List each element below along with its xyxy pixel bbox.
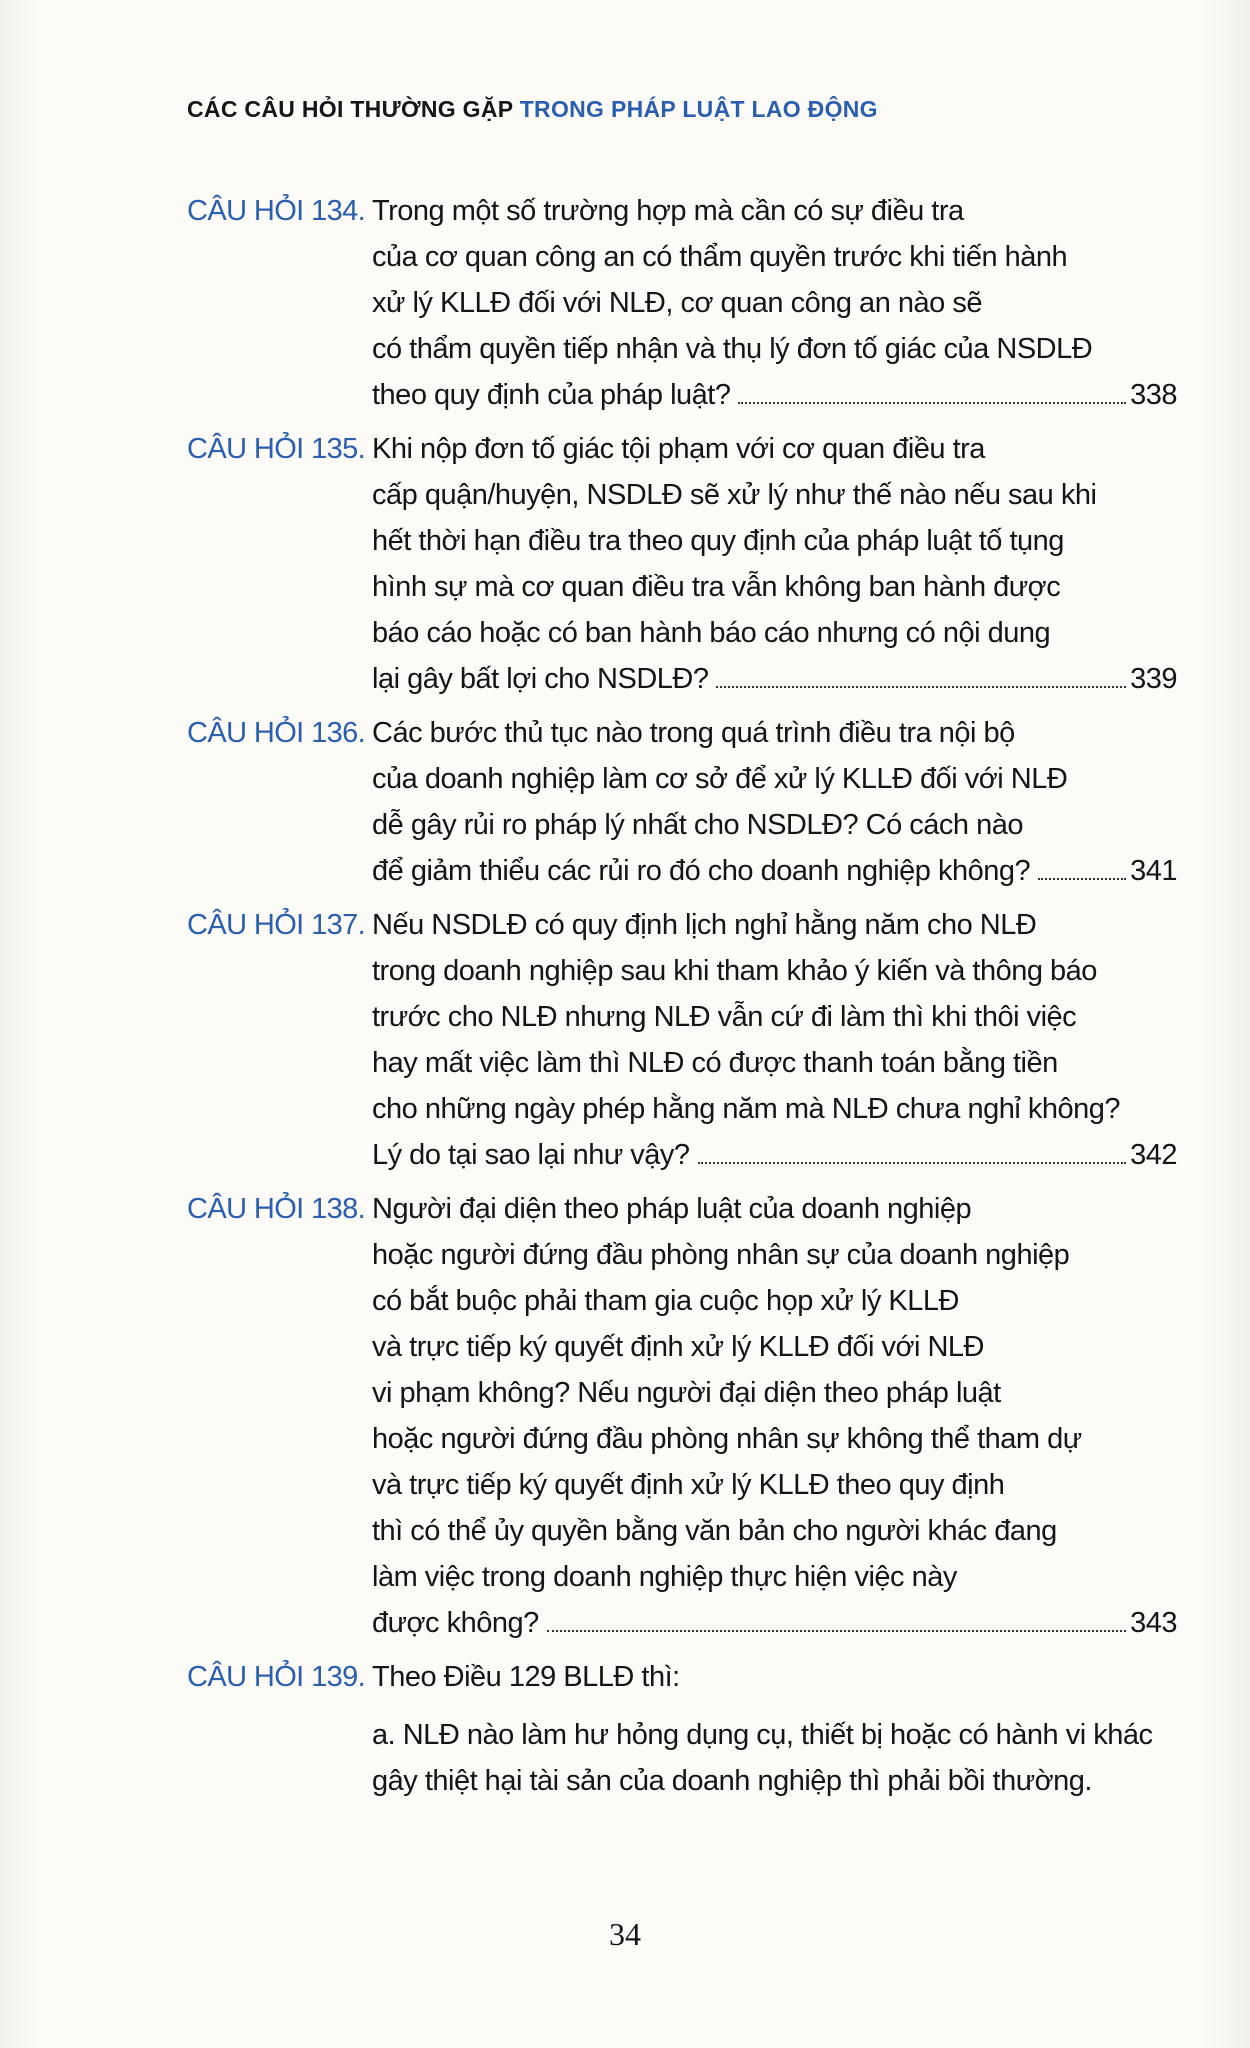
dot-leader: [698, 1161, 1127, 1164]
question-last-line: [372, 1600, 1177, 1646]
question-text: [372, 188, 1177, 418]
running-header: [187, 96, 878, 123]
dot-leader: [547, 1629, 1126, 1632]
question-line: hay mất việc làm thì NLĐ có được thanh toán bằng tiền: [372, 1047, 1058, 1079]
toc-entry: [187, 1654, 1177, 1804]
page-reference: 341: [1130, 855, 1177, 887]
question-line: có bắt buộc phải tham gia cuộc họp xử lý KLLĐ: [372, 1285, 959, 1317]
question-line: và trực tiếp ký quyết định xử lý KLLĐ theo quy định: [372, 1469, 1005, 1501]
question-number: CÂU HỎI 135.: [187, 433, 366, 465]
question-line: hình sự mà cơ quan điều tra vẫn không ban hành được: [372, 571, 1061, 603]
page-number: 34: [609, 1916, 641, 1952]
toc-entry: [187, 1186, 1177, 1646]
question-line: dễ gây rủi ro pháp lý nhất cho NSDLĐ? Có cách nào: [372, 809, 1023, 841]
toc-entry: [187, 426, 1177, 702]
question-line: trước cho NLĐ nhưng NLĐ vẫn cứ đi làm thì khi thôi việc: [372, 1001, 1077, 1033]
question-line: trong doanh nghiệp sau khi tham khảo ý kiến và thông báo: [372, 955, 1097, 987]
question-line: lại gây bất lợi cho NSDLĐ?: [372, 663, 709, 695]
question-line: báo cáo hoặc có ban hành báo cáo nhưng có nội dung: [372, 617, 1051, 649]
dot-leader: [738, 401, 1126, 404]
question-text: [372, 902, 1177, 1178]
question-line: để giảm thiểu các rủi ro đó cho doanh nghiệp không?: [372, 855, 1031, 887]
question-line: làm việc trong doanh nghiệp thực hiện việc này: [372, 1561, 957, 1593]
question-number: CÂU HỎI 139.: [187, 1661, 366, 1693]
sub-item: [372, 1712, 1177, 1804]
question-intro: Theo Điều 129 BLLĐ thì:: [372, 1661, 680, 1693]
question-line: Nếu NSDLĐ có quy định lịch nghỉ hằng năm cho NLĐ: [372, 909, 1037, 941]
question-number: CÂU HỎI 134.: [187, 195, 366, 227]
question-line: hoặc người đứng đầu phòng nhân sự không thể tham dự: [372, 1423, 1082, 1455]
question-line: và trực tiếp ký quyết định xử lý KLLĐ đối với NLĐ: [372, 1331, 984, 1363]
question-text: [372, 1186, 1177, 1646]
question-line: có thẩm quyền tiếp nhận và thụ lý đơn tố giác của NSDLĐ: [372, 333, 1093, 365]
question-line: hết thời hạn điều tra theo quy định của pháp luật tố tụng: [372, 525, 1064, 557]
sub-item-line: a. NLĐ nào làm hư hỏng dụng cụ, thiết bị hoặc có hành vi khác: [372, 1719, 1153, 1751]
question-number: CÂU HỎI 137.: [187, 909, 366, 941]
question-line: của cơ quan công an có thẩm quyền trước khi tiến hành: [372, 241, 1068, 273]
question-last-line: [372, 1132, 1177, 1178]
header-part-2: TRONG PHÁP LUẬT LAO ĐỘNG: [519, 96, 878, 122]
question-last-line: [372, 848, 1177, 894]
question-last-line: [372, 372, 1177, 418]
sub-item-line: gây thiệt hại tài sản của doanh nghiệp thì phải bồi thường.: [372, 1765, 1092, 1797]
question-line: Trong một số trường hợp mà cần có sự điều tra: [372, 195, 964, 227]
question-line: cho những ngày phép hằng năm mà NLĐ chưa nghỉ không?: [372, 1093, 1121, 1125]
question-line: thì có thể ủy quyền bằng văn bản cho người khác đang: [372, 1515, 1057, 1547]
toc-entry: [187, 188, 1177, 418]
question-text: [372, 1654, 1177, 1804]
question-line: của doanh nghiệp làm cơ sở để xử lý KLLĐ đối với NLĐ: [372, 763, 1068, 795]
page-reference: 343: [1130, 1607, 1177, 1639]
question-line: Lý do tại sao lại như vậy?: [372, 1139, 690, 1171]
toc-entry: [187, 902, 1177, 1178]
question-text: [372, 710, 1177, 894]
question-line: Các bước thủ tục nào trong quá trình điều tra nội bộ: [372, 717, 1015, 749]
page-reference: 338: [1130, 379, 1177, 411]
question-line: Người đại diện theo pháp luật của doanh nghiệp: [372, 1193, 972, 1225]
toc-entry: [187, 710, 1177, 894]
dot-leader: [716, 685, 1126, 688]
question-line: được không?: [372, 1607, 539, 1639]
question-line: Khi nộp đơn tố giác tội phạm với cơ quan điều tra: [372, 433, 985, 465]
dot-leader: [1038, 877, 1126, 880]
page-reference: 342: [1130, 1139, 1177, 1171]
question-line: theo quy định của pháp luật?: [372, 379, 731, 411]
header-part-1: CÁC CÂU HỎI THƯỜNG GẶP: [187, 96, 513, 122]
question-line: hoặc người đứng đầu phòng nhân sự của doanh nghiệp: [372, 1239, 1070, 1271]
question-line: vi phạm không? Nếu người đại diện theo pháp luật: [372, 1377, 1001, 1409]
question-line: xử lý KLLĐ đối với NLĐ, cơ quan công an nào sẽ: [372, 287, 982, 319]
page-reference: 339: [1130, 663, 1177, 695]
question-number: CÂU HỎI 136.: [187, 717, 366, 749]
question-number: CÂU HỎI 138.: [187, 1193, 366, 1225]
question-text: [372, 426, 1177, 702]
table-of-contents: [187, 188, 1177, 1812]
question-line: cấp quận/huyện, NSDLĐ sẽ xử lý như thế nào nếu sau khi: [372, 479, 1097, 511]
question-last-line: [372, 656, 1177, 702]
